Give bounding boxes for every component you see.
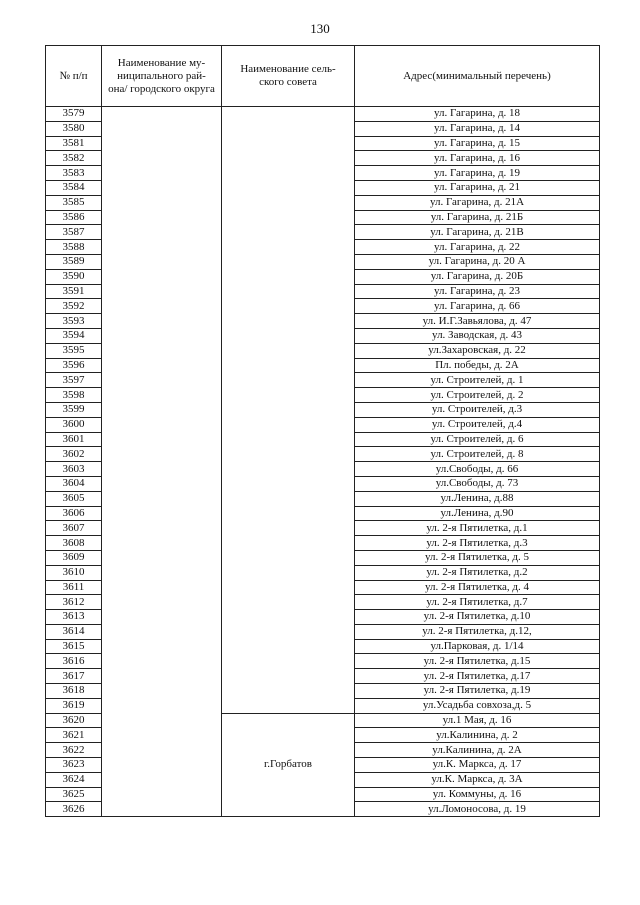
row-number: 3579 bbox=[46, 107, 102, 122]
address-cell: ул.Парковая, д. 1/14 bbox=[355, 639, 600, 654]
district-cell bbox=[102, 107, 222, 817]
address-cell: ул. Гагарина, д. 19 bbox=[355, 166, 600, 181]
address-cell: ул.1 Мая, д. 16 bbox=[355, 713, 600, 728]
address-cell: ул. Гагарина, д. 21А bbox=[355, 195, 600, 210]
address-cell: ул. 2-я Пятилетка, д.1 bbox=[355, 521, 600, 536]
row-number: 3580 bbox=[46, 121, 102, 136]
row-number: 3583 bbox=[46, 166, 102, 181]
address-cell: ул. Коммуны, д. 16 bbox=[355, 787, 600, 802]
address-cell: ул. Строителей, д. 6 bbox=[355, 432, 600, 447]
table-row bbox=[46, 107, 600, 122]
header-row bbox=[46, 46, 600, 107]
address-cell: ул. Гагарина, д. 21В bbox=[355, 225, 600, 240]
row-number: 3582 bbox=[46, 151, 102, 166]
address-cell: ул.Ленина, д.88 bbox=[355, 491, 600, 506]
row-number: 3610 bbox=[46, 565, 102, 580]
row-number: 3609 bbox=[46, 550, 102, 565]
address-cell: ул. Гагарина, д. 20Б bbox=[355, 269, 600, 284]
address-cell: ул. 2-я Пятилетка, д.10 bbox=[355, 610, 600, 625]
address-cell: Пл. победы, д. 2А bbox=[355, 358, 600, 373]
row-number: 3612 bbox=[46, 595, 102, 610]
address-register-table bbox=[45, 45, 600, 817]
address-cell: ул. Гагарина, д. 18 bbox=[355, 107, 600, 122]
address-cell: ул. И.Г.Завьялова, д. 47 bbox=[355, 314, 600, 329]
row-number: 3600 bbox=[46, 417, 102, 432]
address-cell: ул. 2-я Пятилетка, д.15 bbox=[355, 654, 600, 669]
address-cell: ул. Гагарина, д. 21 bbox=[355, 180, 600, 195]
row-number: 3596 bbox=[46, 358, 102, 373]
row-number: 3616 bbox=[46, 654, 102, 669]
address-cell: ул.Калинина, д. 2 bbox=[355, 728, 600, 743]
column-header-district: Наименование му-ниципального рай-она/ городского округа bbox=[102, 46, 222, 107]
row-number: 3621 bbox=[46, 728, 102, 743]
row-number: 3588 bbox=[46, 240, 102, 255]
address-cell: ул.Свободы, д. 66 bbox=[355, 462, 600, 477]
column-header-num: № п/п bbox=[46, 46, 102, 107]
row-number: 3584 bbox=[46, 180, 102, 195]
row-number: 3624 bbox=[46, 772, 102, 787]
address-cell: ул. Строителей, д. 8 bbox=[355, 447, 600, 462]
row-number: 3597 bbox=[46, 373, 102, 388]
row-number: 3592 bbox=[46, 299, 102, 314]
address-cell: ул. Гагарина, д. 22 bbox=[355, 240, 600, 255]
row-number: 3590 bbox=[46, 269, 102, 284]
row-number: 3625 bbox=[46, 787, 102, 802]
row-number: 3611 bbox=[46, 580, 102, 595]
row-number: 3618 bbox=[46, 684, 102, 699]
address-cell: ул. Гагарина, д. 16 bbox=[355, 151, 600, 166]
address-cell: ул. Строителей, д.3 bbox=[355, 402, 600, 417]
row-number: 3613 bbox=[46, 610, 102, 625]
row-number: 3617 bbox=[46, 669, 102, 684]
row-number: 3581 bbox=[46, 136, 102, 151]
row-number: 3595 bbox=[46, 343, 102, 358]
council-cell-group-1 bbox=[222, 107, 355, 714]
address-cell: ул. 2-я Пятилетка, д.7 bbox=[355, 595, 600, 610]
address-cell: ул.Свободы, д. 73 bbox=[355, 476, 600, 491]
row-number: 3587 bbox=[46, 225, 102, 240]
address-cell: ул. Гагарина, д. 15 bbox=[355, 136, 600, 151]
row-number: 3601 bbox=[46, 432, 102, 447]
page-number: 130 bbox=[310, 21, 330, 36]
column-header-address: Адрес(минимальный перечень) bbox=[355, 46, 600, 107]
address-cell: ул. Гагарина, д. 66 bbox=[355, 299, 600, 314]
row-number: 3598 bbox=[46, 388, 102, 403]
row-number: 3603 bbox=[46, 462, 102, 477]
row-number: 3599 bbox=[46, 402, 102, 417]
address-cell: ул.Ленина, д.90 bbox=[355, 506, 600, 521]
row-number: 3589 bbox=[46, 254, 102, 269]
address-cell: ул. 2-я Пятилетка, д.17 bbox=[355, 669, 600, 684]
address-cell: ул. 2-я Пятилетка, д. 5 bbox=[355, 550, 600, 565]
row-number: 3604 bbox=[46, 476, 102, 491]
address-cell: ул. Гагарина, д. 14 bbox=[355, 121, 600, 136]
row-number: 3591 bbox=[46, 284, 102, 299]
row-number: 3602 bbox=[46, 447, 102, 462]
row-number: 3607 bbox=[46, 521, 102, 536]
address-cell: ул. Строителей, д. 1 bbox=[355, 373, 600, 388]
row-number: 3622 bbox=[46, 743, 102, 758]
address-cell: ул.Калинина, д. 2А bbox=[355, 743, 600, 758]
row-number: 3614 bbox=[46, 624, 102, 639]
address-cell: ул.Усадьба совхоза,д. 5 bbox=[355, 698, 600, 713]
row-number: 3619 bbox=[46, 698, 102, 713]
row-number: 3593 bbox=[46, 314, 102, 329]
address-cell: ул. Строителей, д.4 bbox=[355, 417, 600, 432]
column-header-council: Наименование сель-ского совета bbox=[222, 46, 355, 107]
address-cell: ул. Строителей, д. 2 bbox=[355, 388, 600, 403]
address-cell: ул.Захаровская, д. 22 bbox=[355, 343, 600, 358]
address-cell: ул. 2-я Пятилетка, д.19 bbox=[355, 684, 600, 699]
row-number: 3615 bbox=[46, 639, 102, 654]
row-number: 3608 bbox=[46, 536, 102, 551]
address-cell: ул.К. Маркса, д. 17 bbox=[355, 758, 600, 773]
row-number: 3623 bbox=[46, 758, 102, 773]
council-cell-group-2: г.Горбатов bbox=[222, 713, 355, 817]
address-cell: ул. 2-я Пятилетка, д.2 bbox=[355, 565, 600, 580]
row-number: 3586 bbox=[46, 210, 102, 225]
address-cell: ул. Заводская, д. 43 bbox=[355, 328, 600, 343]
address-cell: ул. 2-я Пятилетка, д.12, bbox=[355, 624, 600, 639]
row-number: 3626 bbox=[46, 802, 102, 817]
row-number: 3585 bbox=[46, 195, 102, 210]
address-cell: ул.К. Маркса, д. 3А bbox=[355, 772, 600, 787]
address-cell: ул.Ломоносова, д. 19 bbox=[355, 802, 600, 817]
address-cell: ул. Гагарина, д. 21Б bbox=[355, 210, 600, 225]
address-cell: ул. Гагарина, д. 23 bbox=[355, 284, 600, 299]
table-body bbox=[46, 107, 600, 817]
address-cell: ул. Гагарина, д. 20 А bbox=[355, 254, 600, 269]
row-number: 3620 bbox=[46, 713, 102, 728]
row-number: 3605 bbox=[46, 491, 102, 506]
table-header bbox=[46, 46, 600, 107]
address-cell: ул. 2-я Пятилетка, д.3 bbox=[355, 536, 600, 551]
row-number: 3606 bbox=[46, 506, 102, 521]
address-cell: ул. 2-я Пятилетка, д. 4 bbox=[355, 580, 600, 595]
row-number: 3594 bbox=[46, 328, 102, 343]
